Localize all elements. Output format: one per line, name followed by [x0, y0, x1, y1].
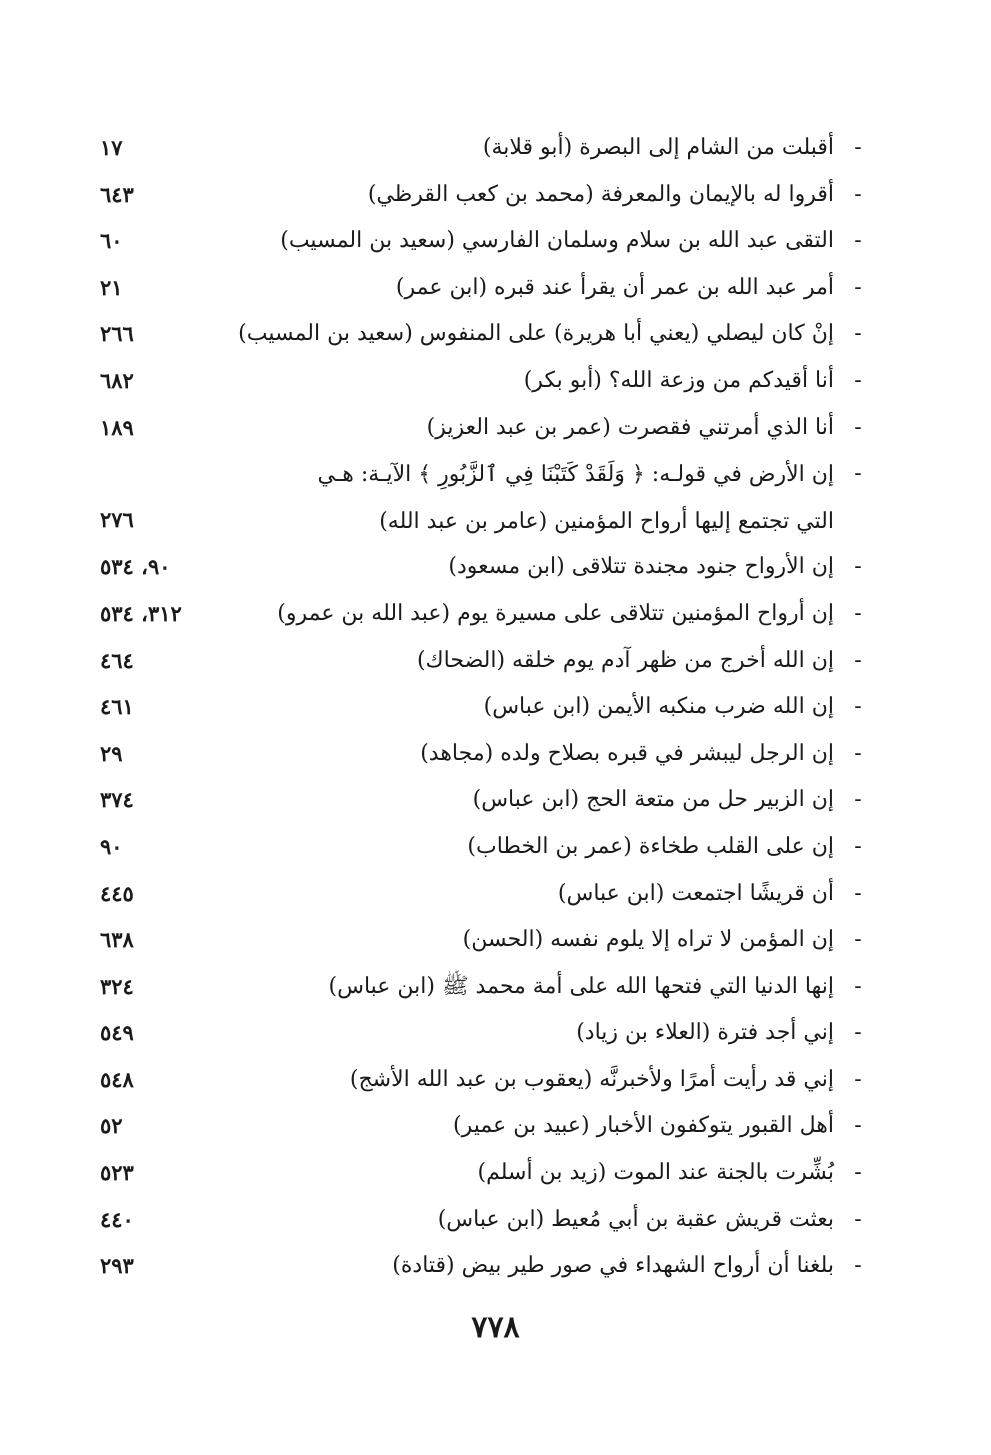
- entry-text: أنا الذي أمرتني فقصرت (عمر بن عبد العزيز): [426, 414, 834, 440]
- entry-pages: ١٧: [100, 135, 123, 160]
- entry-text: بلغنا أن أرواح الشهداء في صور طير بيض (قتادة): [392, 1253, 834, 1279]
- entry-dash: -: [854, 833, 862, 859]
- index-entry: [100, 361, 870, 408]
- entry-pages: ٤٤٠: [100, 1206, 134, 1232]
- entry-text: أقروا له بالإيمان والمعرفة (محمد بن كعب القرظي): [367, 181, 834, 207]
- entry-pages: ٥٤٩: [100, 1020, 134, 1046]
- index-entry: [100, 128, 870, 175]
- index-entry: [100, 967, 870, 1014]
- index-entry: [100, 641, 870, 688]
- index-entry: [100, 734, 870, 781]
- index-list: [100, 128, 870, 1293]
- entry-dash: -: [854, 274, 862, 300]
- entry-text: إن الرجل ليبشر في قبره بصلاح ولده (مجاهد): [420, 740, 834, 766]
- entry-dash: -: [854, 135, 862, 160]
- entry-pages: ٢٩٣: [100, 1253, 134, 1279]
- entry-pages: ٣١٢، ٥٣٤: [100, 600, 182, 626]
- entry-pages: ٤٤٥: [100, 880, 134, 906]
- entry-text: إني قد رأيت أمرًا ولأخبرنَّه (يعقوب بن عبد الله الأشج): [349, 1066, 834, 1092]
- entry-dash: -: [854, 1160, 862, 1186]
- entry-dash: -: [854, 880, 862, 906]
- entry-dash: -: [854, 367, 862, 393]
- index-entry: [100, 1013, 870, 1060]
- entry-text: إن المؤمن لا تراه إلا يلوم نفسه (الحسن): [462, 927, 834, 953]
- entry-pages: ٥٢: [100, 1113, 123, 1139]
- entry-text: إنْ كان ليصلي (يعني أبا هريرة) على المنفوس (سعيد بن المسيب): [238, 321, 834, 347]
- entry-dash: -: [854, 321, 862, 347]
- index-entry: [100, 874, 870, 921]
- entry-text: إن الزبير حل من متعة الحج (ابن عباس): [472, 787, 834, 813]
- entry-dash: -: [854, 787, 862, 813]
- entry-text: إن أرواح المؤمنين تتلاقى على مسيرة يوم (عبد الله بن عمرو): [277, 600, 834, 626]
- entry-pages: ٢٧٦: [100, 507, 134, 533]
- entry-text: إنها الدنيا التي فتحها الله على أمة محمد ﷺ (ابن عباس): [328, 973, 834, 999]
- entry-dash: -: [854, 647, 862, 673]
- entry-text: إن الله ضرب منكبه الأيمن (ابن عباس): [483, 694, 834, 720]
- entry-text: أقبلت من الشام إلى البصرة (أبو قلابة): [482, 135, 834, 160]
- index-entry: [100, 1060, 870, 1107]
- entry-dash: -: [854, 414, 862, 440]
- entry-dash: -: [854, 1206, 862, 1232]
- index-entry: [100, 268, 870, 315]
- entry-text: أمر عبد الله بن عمر أن يقرأ عند قبره (ابن عمر): [395, 274, 834, 300]
- index-entry: [100, 314, 870, 361]
- entry-pages: ٢١: [100, 274, 123, 300]
- entry-text: إني أجد فترة (العلاء بن زياد): [576, 1020, 834, 1046]
- index-entry: [100, 221, 870, 268]
- entry-dash: -: [854, 1253, 862, 1279]
- entry-pages: ٢٦٦: [100, 321, 134, 347]
- entry-text: إن الله أخرج من ظهر آدم يوم خلقه (الضحاك): [416, 647, 834, 673]
- entry-dash: -: [854, 694, 862, 720]
- entry-pages: ٢٩: [100, 740, 123, 766]
- entry-pages: ٤٦١: [100, 694, 134, 720]
- entry-pages: ٩٠: [100, 833, 123, 859]
- entry-dash: -: [854, 181, 862, 207]
- entry-text: إن على القلب طخاءة (عمر بن الخطاب): [467, 833, 834, 859]
- entry-dash: -: [854, 554, 862, 580]
- page-number: ٧٧٨: [471, 1310, 520, 1345]
- entry-text: إن الأرض في قولـه: ﴿ وَلَقَدْ كَتَبْنَا فِي ٱلزَّبُورِ ﴾ الآيـة: هـي التي تجتمع إليها أرواح المؤمنين (عامر بن عبد الله): [317, 462, 834, 534]
- entry-dash: -: [854, 1066, 862, 1092]
- entry-pages: ١٨٩: [100, 414, 134, 440]
- index-entry: [100, 1106, 870, 1153]
- entry-pages: ٣٢٤: [100, 973, 134, 999]
- entry-pages: ٣٧٤: [100, 787, 134, 813]
- entry-text: أهل القبور يتوكفون الأخبار (عبيد بن عمير): [453, 1113, 834, 1139]
- entry-pages: ٩٠، ٥٣٤: [100, 554, 171, 580]
- index-entry: [100, 920, 870, 967]
- entry-dash: -: [854, 1020, 862, 1046]
- entry-dash: -: [854, 600, 862, 626]
- index-entry: [100, 1153, 870, 1200]
- entry-dash: -: [854, 740, 862, 766]
- entry-pages: ٥٢٣: [100, 1160, 134, 1186]
- index-entry: [100, 780, 870, 827]
- index-entry: [100, 175, 870, 222]
- index-entry: [100, 1200, 870, 1247]
- entry-dash: -: [854, 1113, 862, 1139]
- entry-text: إن الأرواح جنود مجندة تتلاقى (ابن مسعود): [448, 554, 834, 580]
- entry-dash: -: [854, 973, 862, 999]
- entry-text: أن قريشًا اجتمعت (ابن عباس): [557, 880, 834, 906]
- entry-pages: ٦٠: [100, 228, 123, 254]
- entry-dash: -: [854, 228, 862, 254]
- entry-pages: ٦٣٨: [100, 927, 134, 953]
- index-entry: [100, 687, 870, 734]
- entry-text: بُشِّرت بالجنة عند الموت (زيد بن أسلم): [477, 1160, 834, 1186]
- index-entry: [100, 594, 870, 641]
- entry-pages: ٥٤٨: [100, 1066, 134, 1092]
- entry-text: أنا أقيدكم من وزعة الله؟ (أبو بكر): [523, 367, 834, 393]
- entry-pages: ٤٦٤: [100, 647, 134, 673]
- entry-pages: ٦٨٢: [100, 367, 134, 393]
- index-entry: [100, 408, 870, 455]
- index-entry: [100, 827, 870, 874]
- entry-text: بعثت قريش عقبة بن أبي مُعيط (ابن عباس): [437, 1206, 834, 1232]
- index-entry: [100, 1246, 870, 1293]
- index-entry: [100, 454, 870, 547]
- entry-text: التقى عبد الله بن سلام وسلمان الفارسي (سعيد بن المسيب): [280, 228, 834, 254]
- entry-dash: -: [854, 461, 862, 487]
- index-entry: [100, 547, 870, 594]
- entry-dash: -: [854, 927, 862, 953]
- entry-pages: ٦٤٣: [100, 181, 134, 207]
